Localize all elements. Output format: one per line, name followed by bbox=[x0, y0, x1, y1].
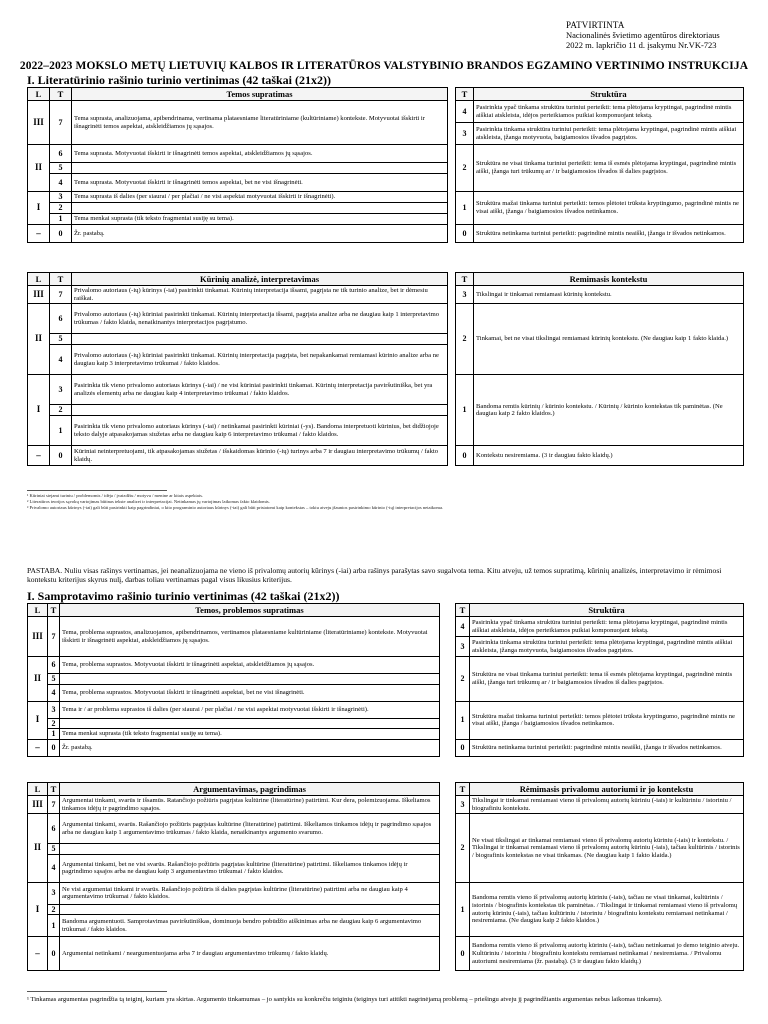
points-cell: 0 bbox=[50, 446, 72, 466]
points-cell: 1 bbox=[50, 416, 72, 446]
criteria-cell bbox=[72, 163, 448, 174]
criteria-cell: Bandoma argumentuoti. Samprotavimas paviršutiniškas, dominuoja bendro pobūdžio aiškinimas arba ne daugiau kaip 6 argumentavimo trūkumai / fakto klaidos. bbox=[60, 915, 440, 937]
level-cell: – bbox=[28, 937, 48, 971]
criteria-cell: Argumentai netinkami / neargumentuojama arba 7 ir daugiau argumentavimo trūkumų / fakto klaidų. bbox=[60, 937, 440, 971]
points-cell: 0 bbox=[456, 937, 470, 971]
criteria-cell: Argumentai tinkami, svarūs ir išsamūs. Ratančiojo požiūris pagrįstas kultūrine (literatūrine) patirtimi. Kur dera, polemizuojama. Iškeliamos tinkamos idėjų ir pagrindimo sąsajos. bbox=[60, 796, 440, 814]
criteria-cell: Pasirinkta tinkama struktūra turiniui perteikti: tema plėtojama kryptingai, pagrindinė mintis aiškiai atskleista, įžanga motyvuota, baigiamosios išvados pagrįstos. bbox=[474, 123, 744, 145]
points-cell: 6 bbox=[50, 304, 72, 334]
criteria-cell: Bandoma remtis vieno iš privalomų autorių kūriniu (-iais), tačiau netinkamai jo demo teiginio atveju. Kultūriniu / istoriniu / biografiniu kontekstu remiamasi netinkamai / nesiremiama. / Privalomu autoriumi nesiremiama (žr. pastabą). (3 ir daugiau fakto klaidų.) bbox=[470, 937, 744, 971]
header-points-context: T bbox=[456, 783, 470, 796]
points-cell: 5 bbox=[50, 163, 72, 174]
criteria-cell: Privalomo autoriaus (-ių) kūriniai pasirinkti tinkamai. Kūrinių interpretacija pagrįsta, bet nepakankamai remiamasi kūrinio analize arba ne daugiau kaip 3 interpretavimo trūkumai / fakto klaidos. bbox=[72, 345, 448, 375]
document-title: 2022–2023 MOKSLO METŲ LIETUVIŲ KALBOS IR LITERATŪROS VALSTYBINIO BRANDOS EGZAMINO VERTINIMO INSTRUKCIJA bbox=[19, 60, 749, 72]
criteria-cell: Ne visai tikslingai ar tinkamai remiamasi vieno iš privalomų autorių kūriniu (-iais) ir kontekstu. / Tikslingai ir tinkamai remiamasi vieno iš privalomų autorių kūriniu (-iais), tačiau kultūrinis / istorinis / biografinis kontekstas ne visai tinkamas. (Ne daugiau kaip 1 fakto klaida.) bbox=[470, 814, 744, 883]
points-cell: 0 bbox=[50, 225, 72, 243]
section-1-theme-structure-table bbox=[27, 87, 744, 243]
header-level: L bbox=[28, 783, 48, 796]
header-level: L bbox=[28, 88, 50, 101]
criteria-cell: Privalomo autoriaus (-ių) kūrinys (-iai) pasirinkti tinkamai. Kūrinių interpretacija išsami, pagrįsta ne tik turinio analize, bet ir dėmesiu raiškai. bbox=[72, 286, 448, 304]
pastaba-note: PASTABA. Nuliu visas rašinys vertinamas, jei neanalizuojama ne vieno iš privalomų autorių kūrinys (-iai) arba rašinys parašytas savo sugalvota tema. Kitu atveju, už temos supratimą, kūrinių analizės, interpretavimo ir rėmimosi kontekstu kriterijus skyrus nulį, darbas toliau vertinamas pagal visus likusius kriterijus. bbox=[27, 566, 722, 585]
header-points: T bbox=[48, 604, 60, 617]
criteria-cell: Bandoma remtis kūrinių / kūrinio kontekstu. / Kūrinių / kūrinio kontekstas tik paminėtas. (Ne daugiau kaip 2 fakto klaidos.) bbox=[474, 375, 744, 446]
level-cell: III bbox=[28, 796, 48, 814]
criteria-cell bbox=[72, 334, 448, 345]
header-points: T bbox=[50, 273, 72, 286]
points-cell: 4 bbox=[48, 854, 60, 882]
criteria-cell: Struktūra mažai tinkama turiniui perteikti: temos plėtotei trūksta kryptingumo, pagrindinė mintis ne visai aiški, įžanga / baigiamosios išvados netinkamos. bbox=[474, 192, 744, 225]
level-cell: III bbox=[28, 617, 48, 657]
criteria-cell: Tema menkai suprasta (tik teksto fragmentai susiję su tema). bbox=[72, 214, 448, 225]
points-cell: 6 bbox=[48, 657, 60, 674]
header-structure: Struktūra bbox=[474, 88, 744, 101]
points-cell: 1 bbox=[456, 192, 474, 225]
points-cell: 1 bbox=[456, 701, 470, 739]
points-cell: 0 bbox=[456, 446, 474, 466]
criteria-cell: Argumentai tinkami, svarūs. Rašančiojo požiūris pagrįstas kultūrine (literatūrine) patirtimi. Iškeliamos tinkamos idėjų ir pagrindimo sąsajos arba ne daugiau kaip 1 argumentavimo trūkumas / fakto klaida, nenaikinantys argumento svarumo. bbox=[60, 814, 440, 844]
level-cell: – bbox=[28, 739, 48, 756]
points-cell: 7 bbox=[50, 101, 72, 145]
points-cell: 3 bbox=[50, 192, 72, 203]
points-cell: 7 bbox=[48, 617, 60, 657]
section-1-title: I. Literatūrinio rašinio turinio vertinimas (42 taškai (21x2)) bbox=[27, 73, 331, 87]
footnote-2: ² Literatūros teorijos sąvokų vartojimas būtinas tekste analizei ir interpretacijai. Netinkamas jų vartojimas laikomas fakto klaidomis. bbox=[27, 499, 270, 504]
header-analysis: Kūrinių analizė, interpretavimas bbox=[72, 273, 448, 286]
level-cell: I bbox=[28, 192, 50, 225]
header-author-context: Rėmimasis privalomu autoriumi ir jo kontekstu bbox=[470, 783, 744, 796]
level-cell: I bbox=[28, 375, 50, 446]
points-cell: 2 bbox=[456, 145, 474, 192]
criteria-cell: Tema, problema suprastos. Motyvuotai išskirti ir išnagrinėti aspektai, bet ne visi išnagrinėti. bbox=[60, 684, 440, 701]
footnote-3: ³ Privalomo autoriaus kūrinys (-iai) gali būti pasirinkti kaip pagrindiniai, o kito programinio autoriaus kūrinys (-iai) gali būti pristatomi kaip kontekstas – tokiu atveju įšaunios pasirinkimo kūrinio (-ių) interpretacijos netaikoma. bbox=[27, 505, 444, 510]
points-cell: 3 bbox=[50, 375, 72, 405]
criteria-cell: Struktūra ne visai tinkama turiniui perteikti: tema iš esmės plėtojama kryptingai, pagrindinė mintis aiški, įžanga turi trūkumų ar / ir baigiamosios išvados iš dalies pagrįstos. bbox=[470, 657, 744, 702]
level-cell: III bbox=[28, 101, 50, 145]
criteria-cell: Bandoma remtis vieno iš privalomų autorių kūriniu (-iais), tačiau ne visai tinkamai, kultūrinis / istorinis / biografinis kontekstas tik paminėtas. / Tikslingai ir tinkamai remiamasi vieno iš privalomų autorių kūriniu (-iais), tačiau kultūriniu / istoriniu / biografiniu kontekstu remiamasi netinkamai / nesiremiama. (Ne daugiau kaip 2 fakto klaidos.) bbox=[470, 882, 744, 937]
criteria-cell: Struktūra mažai tinkama turiniui perteikti: temos plėtotei trūksta kryptingumo, pagrindinė mintis ne visai aiški, įžanga / baigiamosios išvados netinkamos. bbox=[470, 701, 744, 739]
level-cell: III bbox=[28, 286, 50, 304]
points-cell: 3 bbox=[456, 796, 470, 814]
points-cell: 3 bbox=[456, 286, 474, 304]
points-cell: 7 bbox=[50, 286, 72, 304]
points-cell: 4 bbox=[456, 617, 470, 637]
level-cell: – bbox=[28, 446, 50, 466]
points-cell: 2 bbox=[48, 718, 60, 729]
criteria-cell: Tema suprasta, analizuojama, apibendrinama, vertinama plataesniame literatūriniame (kultūriniame) kontekste. Motyvuotai išskirti ir išnagrinėti temos aspektai, atskleidžiamos jų sąsajos. bbox=[72, 101, 448, 145]
section-2-title: I. Samprotavimo rašinio turinio vertinimas (42 taškai (21x2)) bbox=[27, 589, 340, 603]
points-cell: 6 bbox=[48, 814, 60, 844]
criteria-cell: Tema suprasta. Motyvuotai išskirti ir išnagrinėti temos aspektai, atskleidžiamos jų sąsajos. bbox=[72, 145, 448, 163]
points-cell: 2 bbox=[456, 814, 470, 883]
criteria-cell bbox=[60, 844, 440, 855]
approval-line-1: Nacionalinės švietimo agentūros direktoriaus bbox=[566, 30, 720, 40]
level-cell: – bbox=[28, 225, 50, 243]
header-structure: Struktūra bbox=[470, 604, 744, 617]
level-cell: II bbox=[28, 657, 48, 702]
footnote-argument: ¹ Tinkamas argumentas pagrindžia tą teiginį, kuriam yra skirtas. Argumento tinkamumas – jo santykis su konkrečiu teiginiu (teiginys turi atitikti nagrinėjamą problemą – priešingu atveju jį pagrindžiantis argumentas nebus laikomas tinkamu). bbox=[27, 996, 663, 1003]
points-cell: 1 bbox=[50, 214, 72, 225]
criteria-cell: Pasirinkta ypač tinkama struktūra turiniui perteikti: tema plėtojama kryptingai, pagrindinė mintis aiškiai atskleista, idėjos perteikiamos puikiai komponuojant tekstą. bbox=[474, 101, 744, 123]
approval-label: PATVIRTINTA bbox=[566, 20, 625, 30]
approval-line-2: 2022 m. lapkričio 11 d. įsakymu Nr.VK-723 bbox=[566, 40, 717, 50]
level-cell: II bbox=[28, 304, 50, 375]
header-level: L bbox=[28, 273, 50, 286]
points-cell: 0 bbox=[48, 739, 60, 756]
header-points: T bbox=[48, 783, 60, 796]
points-cell: 6 bbox=[50, 145, 72, 163]
header-theme: Temos supratimas bbox=[72, 88, 448, 101]
points-cell: 4 bbox=[48, 684, 60, 701]
points-cell: 3 bbox=[48, 701, 60, 718]
criteria-cell: Žr. pastabą. bbox=[72, 225, 448, 243]
header-context: Remimasis kontekstu bbox=[474, 273, 744, 286]
approval-block bbox=[566, 20, 720, 50]
points-cell: 0 bbox=[456, 739, 470, 756]
criteria-cell: Pasirinkta tinkama struktūra turiniui perteikti: tema plėtojama kryptingai, pagrindinė mintis aiškiai atskleista, įžanga motyvuota, baigiamosios išvados pagrįstos. bbox=[470, 637, 744, 657]
points-cell: 2 bbox=[50, 405, 72, 416]
header-theme-problem: Temos, problemos supratimas bbox=[60, 604, 440, 617]
criteria-cell: Struktūra netinkama turiniui perteikti: pagrindinė mintis neaiški, įžanga ir išvados netinkamos. bbox=[470, 739, 744, 756]
points-cell: 2 bbox=[456, 304, 474, 375]
criteria-cell: Privalomo autoriaus (-ių) kūriniai pasirinkti tinkamai. Kūrinių interpretacija išsami, pagrįsta analize arba ne daugiau kaip 1 interpretavimo trūkumas / fakto klaida, nenaikinantys interpretacijos pagrįstumo. bbox=[72, 304, 448, 334]
criteria-cell bbox=[60, 904, 440, 915]
criteria-cell bbox=[72, 405, 448, 416]
criteria-cell bbox=[60, 674, 440, 685]
criteria-cell: Kontekstu nesiremiama. (3 ir daugiau fakto klaidų.) bbox=[474, 446, 744, 466]
points-cell: 1 bbox=[456, 375, 474, 446]
section-2-theme-structure-table bbox=[27, 603, 744, 757]
section-1-analysis-context-table bbox=[27, 272, 744, 466]
points-cell: 2 bbox=[50, 203, 72, 214]
header-points-struct: T bbox=[456, 604, 470, 617]
criteria-cell: Ne visi argumentai tinkami ir svarūs. Rašančiojo požiūris iš dalies pagrįstas kultūrine (literatūrine) patirtimi arba ne daugiau kaip 4 argumentavimo trūkumai / fakto klaidos. bbox=[60, 882, 440, 904]
points-cell: 1 bbox=[456, 882, 470, 937]
criteria-cell: Argumentai tinkami, bet ne visi svarūs. Rašančiojo požiūris pagrįstas kultūrine (literatūrine) patirtimi. Iškeliamos tinkamos idėjų ir pagrindimo sąsajos arba ne daugiau kaip 3 argumentavimo trūkumai / fakto klaidos. bbox=[60, 854, 440, 882]
level-cell: II bbox=[28, 145, 50, 192]
points-cell: 5 bbox=[50, 334, 72, 345]
level-cell: I bbox=[28, 701, 48, 739]
points-cell: 1 bbox=[48, 915, 60, 937]
points-cell: 4 bbox=[50, 345, 72, 375]
points-cell: 5 bbox=[48, 844, 60, 855]
points-cell: 3 bbox=[456, 637, 470, 657]
criteria-cell: Tinkamai, bet ne visai tikslingai remiamasi kūrinių kontekstu. (Ne daugiau kaip 1 fakto klaida.) bbox=[474, 304, 744, 375]
criteria-cell: Tikslingai ir tinkamai remiamasi kūrinių kontekstu. bbox=[474, 286, 744, 304]
points-cell: 4 bbox=[456, 101, 474, 123]
header-level: L bbox=[28, 604, 48, 617]
criteria-cell: Kūriniai neinterpretuojami, tik atpasakojamas siužetas / išskaidomas kūrinio (-ių) turinys arba 7 ir daugiau interpretavimo trūkumų / fakto klaidų. bbox=[72, 446, 448, 466]
criteria-cell: Žr. pastabą. bbox=[60, 739, 440, 756]
points-cell: 5 bbox=[48, 674, 60, 685]
header-points-context: T bbox=[456, 273, 474, 286]
level-cell: I bbox=[28, 882, 48, 937]
level-cell: II bbox=[28, 814, 48, 883]
criteria-cell: Pasirinkta tik vieno privalomo autoriaus kūrinys (-iai) / netinkamai pasirinkti kūriniai (-ys). Bandoma interpretuoti kūrinius, bet didžiojoje teksto dalyje atpasakojamas siužetas arba ne daugiau kaip 6 interpretavimo trūkumai / fakto klaidos. bbox=[72, 416, 448, 446]
criteria-cell: Pasirinkta ypač tinkama struktūra turiniui perteikti: tema plėtojama kryptingai, pagrindinė mintis aiškiai atskleista, idėjos perteikiamos puikiai komponuojant tekstą. bbox=[470, 617, 744, 637]
points-cell: 2 bbox=[48, 904, 60, 915]
points-cell: 3 bbox=[456, 123, 474, 145]
footnote-rule bbox=[27, 490, 167, 491]
criteria-cell: Struktūra netinkama turiniui perteikti: pagrindinė mintis neaiški, įžanga ir išvados netinkamos. bbox=[474, 225, 744, 243]
points-cell: 4 bbox=[50, 174, 72, 192]
criteria-cell: Tema, problema suprastos. Motyvuotai išskirti ir išnagrinėti aspektai, atskleidžiamos jų sąsajos. bbox=[60, 657, 440, 674]
criteria-cell: Struktūra ne visai tinkama turiniui perteikti: tema iš esmės plėtojama kryptingai, pagrindinė mintis aiški, įžanga turi trūkumų ar / ir baigiamosios išvados iš dalies pagrįstos. bbox=[474, 145, 744, 192]
criteria-cell: Tema, problema suprastos, analizuojamos, apibendrinamos, vertinamos plataesniame kultūriniame (literatūriniame) kontekste. Motyvuotai išskirti ir išnagrinėti aspektai, atskleidžiamos jų sąsajos. bbox=[60, 617, 440, 657]
criteria-cell: Tema suprasta iš dalies (per siaurai / per plačiai / ne visi aspektai motyvuotai išskirti ir išnagrinėti). bbox=[72, 192, 448, 203]
points-cell: 3 bbox=[48, 882, 60, 904]
points-cell: 0 bbox=[48, 937, 60, 971]
criteria-cell: Pasirinkta tik vieno privalomo autoriaus kūrinys (-iai) / ne visi kūriniai pasirinkti tinkamai. Kūrinių interpretacija paviršutiniška, bet yra analizės elementų arba ne daugiau kaip 4 interpretavimo trūkumai / fakto klaidos. bbox=[72, 375, 448, 405]
footnote-rule-2 bbox=[27, 991, 167, 992]
criteria-cell: Tema menkai suprasta (tik teksto fragmentai susiję su tema). bbox=[60, 729, 440, 740]
points-cell: 2 bbox=[456, 657, 470, 702]
criteria-cell: Tikslingai ir tinkamai remiamasi vieno iš privalomų autorių kūriniu (-iais) ir kultūriniu / istoriniu / biografiniu kontekstu. bbox=[470, 796, 744, 814]
criteria-cell: Tema suprasta. Motyvuotai išskirti ir išnagrinėti temos aspektai, bet ne visi išnagrinėti. bbox=[72, 174, 448, 192]
header-points-struct: T bbox=[456, 88, 474, 101]
criteria-cell bbox=[60, 718, 440, 729]
header-points: T bbox=[50, 88, 72, 101]
footnote-1: ¹ Kūriniai siejami turiniu / problemomis / idėja / įvaizdžiu / motyvu / menine ar kitais aspektais. bbox=[27, 493, 204, 498]
points-cell: 7 bbox=[48, 796, 60, 814]
header-arguments: Argumentavimas, pagrindimas bbox=[60, 783, 440, 796]
criteria-cell bbox=[72, 203, 448, 214]
points-cell: 0 bbox=[456, 225, 474, 243]
points-cell: 1 bbox=[48, 729, 60, 740]
section-2-arguments-context-table bbox=[27, 782, 744, 971]
criteria-cell: Tema ir / ar problema suprastos iš dalies (per siaurai / per plačiai / ne visi aspektai motyvuotai išskirti ir išnagrinėti). bbox=[60, 701, 440, 718]
